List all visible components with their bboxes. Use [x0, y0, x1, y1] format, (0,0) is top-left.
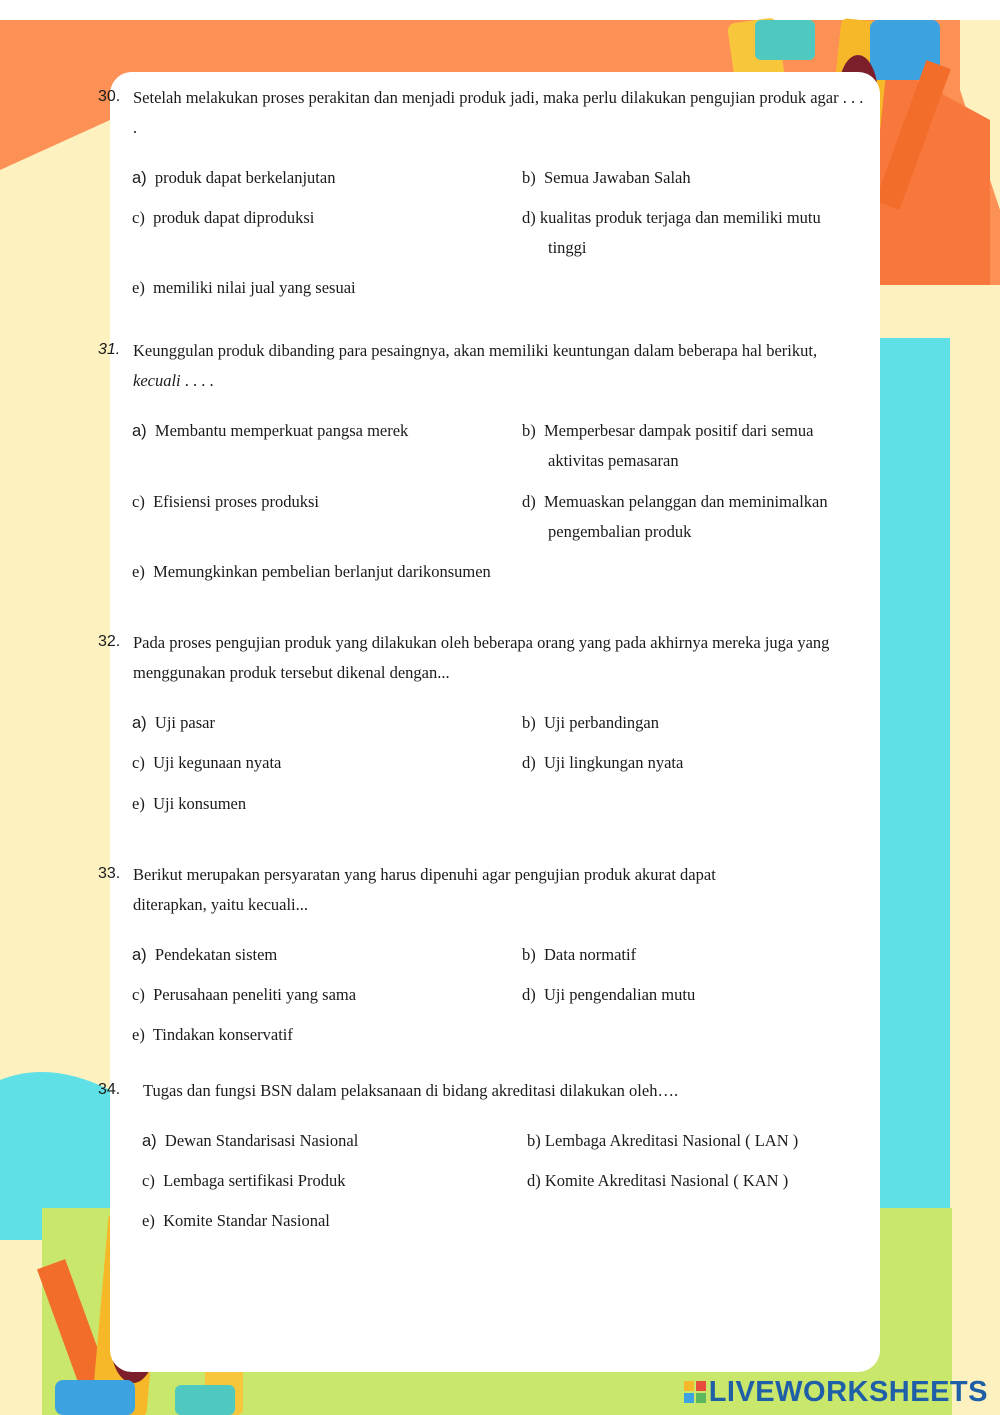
- question-number: 31.: [98, 341, 121, 358]
- option-31-e[interactable]: e) Memungkinkan pembelian berlanjut darikonsumen: [132, 562, 491, 581]
- option-32-d[interactable]: d) Uji lingkungan nyata: [522, 753, 684, 772]
- option-34-e[interactable]: e) Komite Standar Nasional: [142, 1211, 330, 1230]
- question-32: [98, 628, 868, 688]
- option-30-c[interactable]: c) produk dapat diproduksi: [132, 208, 315, 227]
- option-30-a[interactable]: a) produk dapat berkelanjutan: [132, 168, 336, 187]
- question-text: Keunggulan produk dibanding para pesaingnya, akan memiliki keuntungan dalam beberapa hal berikut, kecuali . . . .: [133, 341, 818, 390]
- option-30-b[interactable]: b) Semua Jawaban Salah: [522, 168, 691, 187]
- option-33-b[interactable]: b) Data normatif: [522, 945, 637, 964]
- question-text: Tugas dan fungsi BSN dalam pelaksanaan di bidang akreditasi dilakukan oleh….: [143, 1081, 679, 1100]
- question-number: 30.: [98, 88, 121, 105]
- option-31-d[interactable]: d) Memuaskan pelanggan dan meminimalkan pengembalian produk: [522, 492, 828, 541]
- option-32-c[interactable]: c) Uji kegunaan nyata: [132, 753, 282, 772]
- question-34: [98, 1076, 868, 1106]
- question-number: 33.: [98, 865, 121, 882]
- question-text: Berikut merupakan persyaratan yang harus dipenuhi agar pengujian produk akurat dapat diterapkan, yaitu kecuali...: [133, 865, 716, 914]
- question-text: Setelah melakukan proses perakitan dan menjadi produk jadi, maka perlu dilakukan pengujian produk agar . . . .: [133, 88, 864, 137]
- option-34-a[interactable]: a) Dewan Standarisasi Nasional: [142, 1131, 359, 1150]
- option-30-d[interactable]: d) kualitas produk terjaga dan memiliki mutu tinggi: [522, 208, 821, 257]
- question-number: 32.: [98, 633, 121, 650]
- option-33-a[interactable]: a) Pendekatan sistem: [132, 945, 278, 964]
- logo-grid-icon: [684, 1381, 706, 1403]
- option-33-c[interactable]: c) Perusahaan peneliti yang sama: [132, 985, 357, 1004]
- option-33-d[interactable]: d) Uji pengendalian mutu: [522, 985, 696, 1004]
- option-31-a[interactable]: a) Membantu memperkuat pangsa merek: [132, 421, 409, 440]
- option-34-d[interactable]: d) Komite Akreditasi Nasional ( KAN ): [527, 1171, 789, 1190]
- option-34-b[interactable]: b) Lembaga Akreditasi Nasional ( LAN ): [527, 1131, 799, 1150]
- option-32-a[interactable]: a) Uji pasar: [132, 713, 215, 732]
- option-30-e[interactable]: e) memiliki nilai jual yang sesuai: [132, 278, 356, 297]
- question-text: Pada proses pengujian produk yang dilakukan oleh beberapa orang yang pada akhirnya mereka juga yang menggunakan produk tersebut dikenal dengan...: [133, 633, 830, 682]
- question-31: [98, 336, 868, 396]
- question-33: [98, 860, 748, 920]
- option-34-c[interactable]: c) Lembaga sertifikasi Produk: [142, 1171, 346, 1190]
- liveworksheets-logo[interactable]: [684, 1375, 988, 1409]
- question-30: [98, 83, 868, 143]
- option-32-e[interactable]: e) Uji konsumen: [132, 794, 247, 813]
- option-32-b[interactable]: b) Uji perbandingan: [522, 713, 660, 732]
- option-31-b[interactable]: b) Memperbesar dampak positif dari semua aktivitas pemasaran: [522, 421, 814, 470]
- question-number: 34.: [98, 1081, 121, 1098]
- option-31-c[interactable]: c) Efisiensi proses produksi: [132, 492, 319, 511]
- option-33-e[interactable]: e) Tindakan konservatif: [132, 1025, 293, 1044]
- brand-name: LIVEWORKSHEETS: [708, 1375, 988, 1408]
